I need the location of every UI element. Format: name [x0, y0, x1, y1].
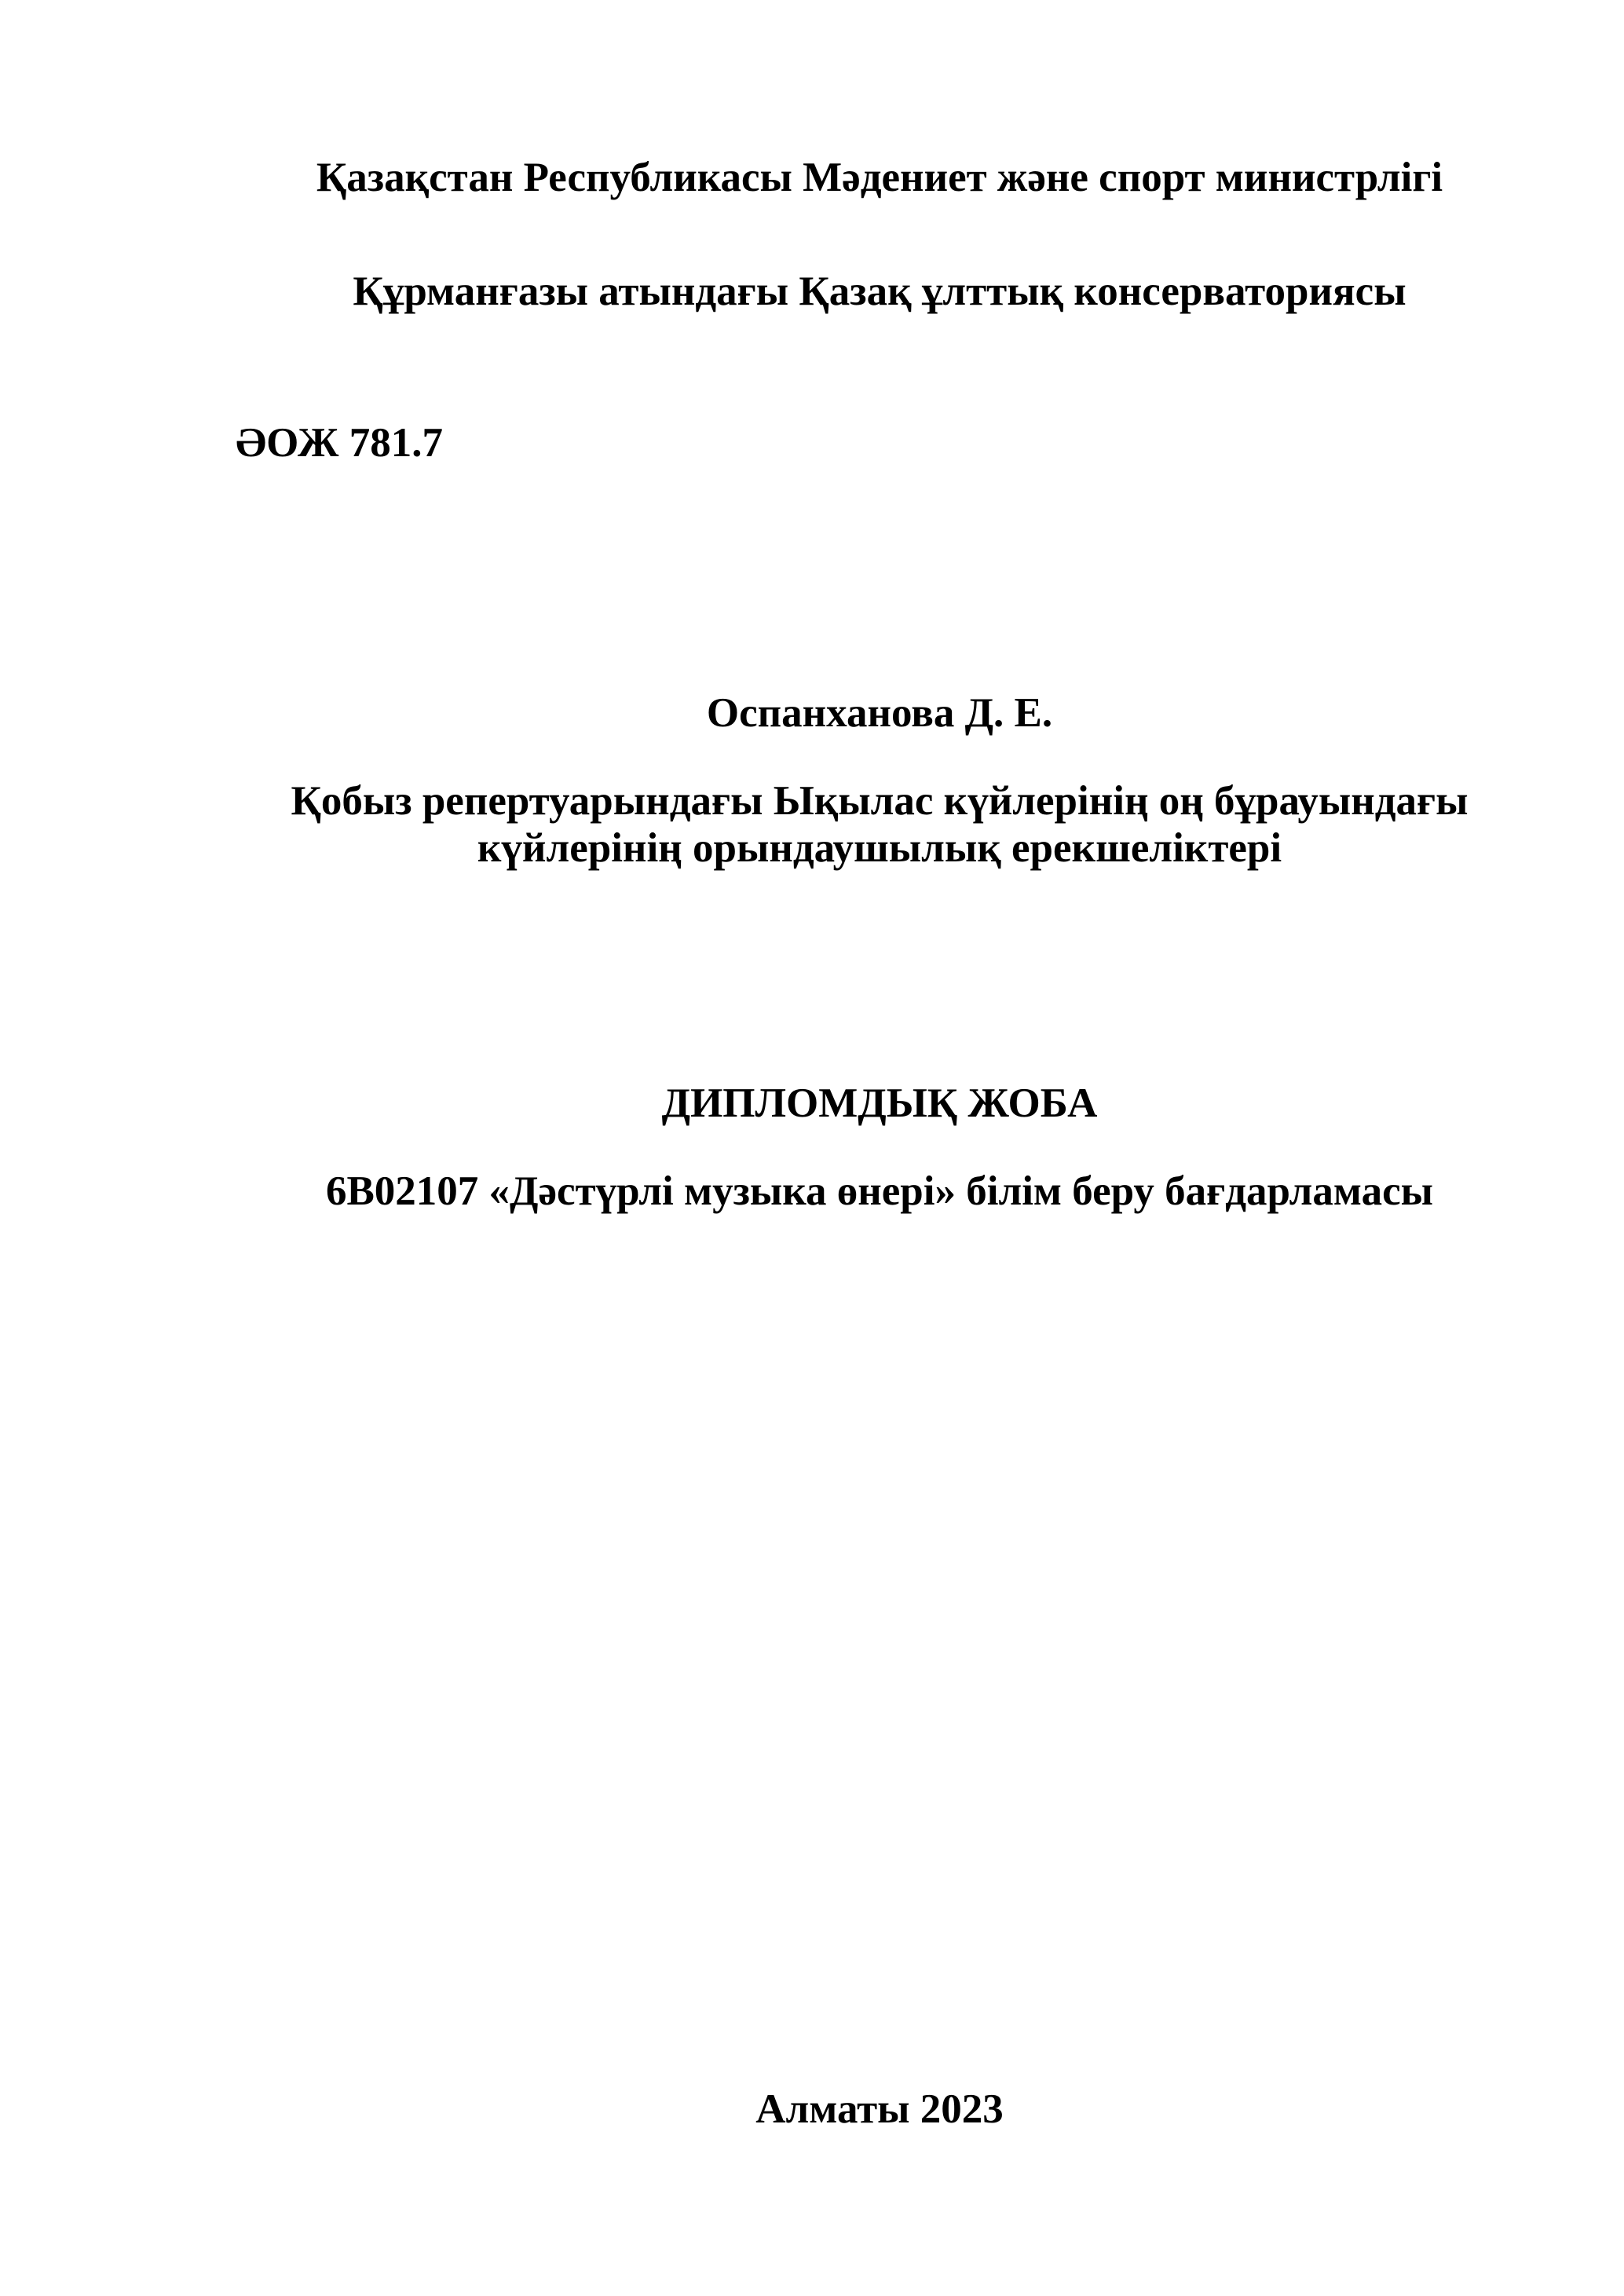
work-title-line2: күйлерінің орындаушылық ерекшеліктері: [477, 825, 1282, 871]
work-title-line1: Қобыз репертуарындағы Ықылас күйлерінің оң бұрауындағы: [291, 778, 1469, 824]
city-year-line: Алматы 2023: [755, 2086, 1004, 2132]
work-title: [232, 777, 1527, 872]
education-program-line: 6В02107 «Дәстүрлі музыка өнері» білім беру бағдарламасы: [325, 1168, 1434, 1214]
work-type-heading: ДИПЛОМДЫҚ ЖОБА: [661, 1080, 1098, 1126]
ministry-line: Қазақстан Республикасы Мәдениет және спорт министрлігі: [316, 155, 1443, 200]
udc-code: ӘОЖ 781.7: [236, 420, 443, 466]
institution-line: Құрманғазы атындағы Қазақ ұлттық консерваториясы: [353, 269, 1406, 314]
author-name: Оспанханова Д. Е.: [706, 690, 1053, 736]
